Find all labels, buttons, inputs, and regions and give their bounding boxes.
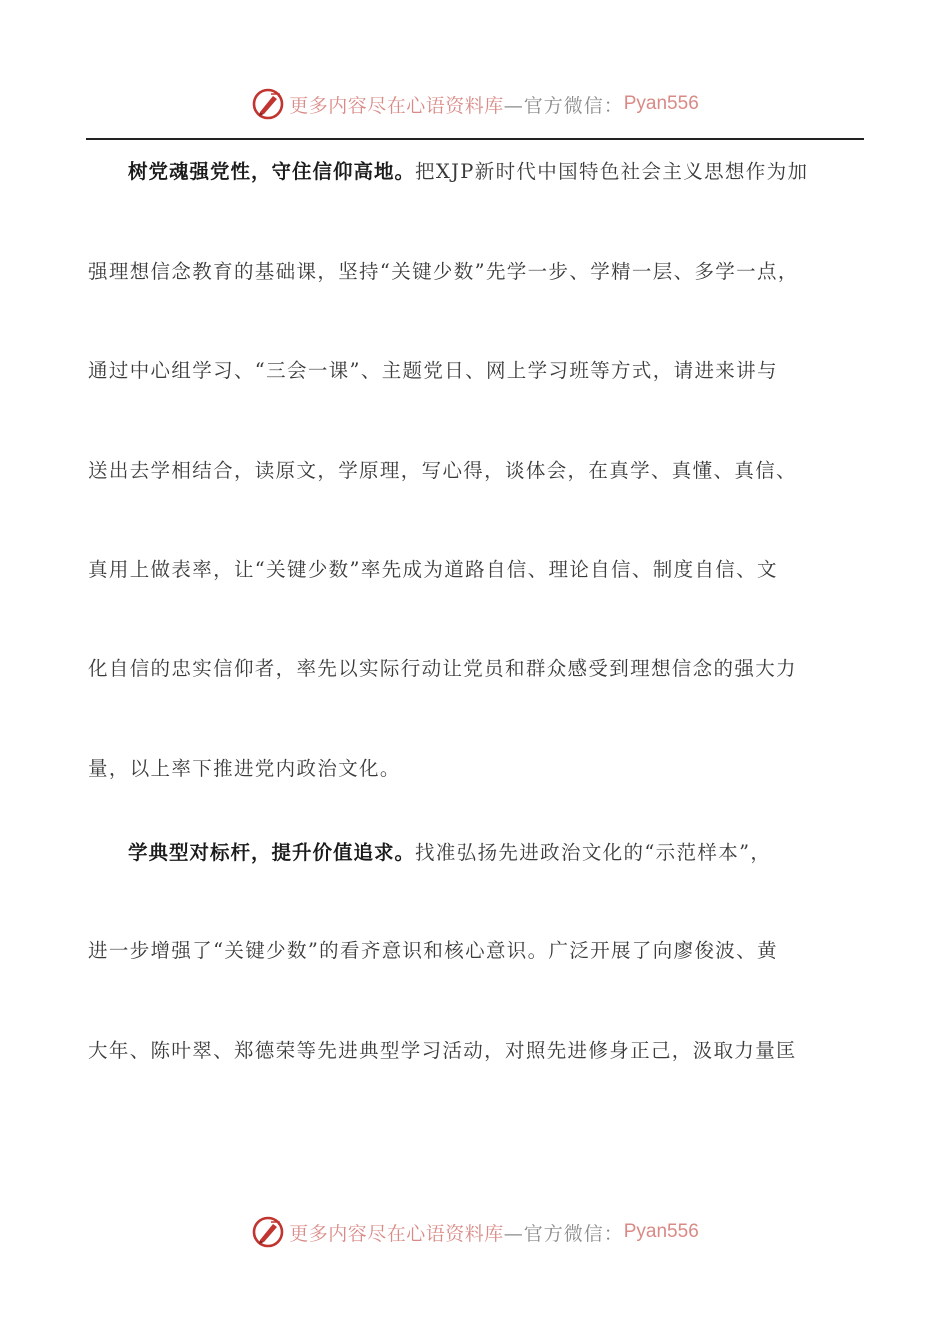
footer-official-label: —官方微信： <box>503 1222 624 1245</box>
paragraph-1-line: 通过中心组学习、“三会一课”、主题党日、网上学习班等方式，请进来讲与 <box>88 359 778 382</box>
header-brand-text: 更多内容尽在心语资料库 <box>289 94 504 117</box>
paragraph-1-lead: 树党魂强党性，守住信仰高地。 <box>128 160 416 183</box>
paragraph-2-first-rest: 找准弘扬先进政治文化的“示范样本”， <box>415 841 772 864</box>
footer-brand-text: 更多内容尽在心语资料库 <box>289 1222 504 1245</box>
footer-banner <box>0 1212 950 1252</box>
paragraph-1-line: 强理想信念教育的基础课，坚持“关键少数”先学一步、学精一层、多学一点， <box>88 260 799 283</box>
paragraph-1-line: 真用上做表率，让“关键少数”率先成为道路自信、理论自信、制度自信、文 <box>88 558 778 581</box>
footer-wechat-id: Pyan556 <box>623 1221 699 1242</box>
paragraph-1-line: 量，以上率下推进党内政治文化。 <box>88 757 401 780</box>
paragraph-2-lead: 学典型对标杆，提升价值追求。 <box>128 841 416 864</box>
pen-logo-icon <box>251 87 285 121</box>
paragraph-2-first-line <box>128 833 868 873</box>
header-divider <box>86 138 864 140</box>
paragraph-1-line: 送出去学相结合，读原文，学原理，写心得，谈体会，在真学、真懂、真信、 <box>88 459 797 482</box>
paragraph-1-first-rest: 把XJP新时代中国特色社会主义思想作为加 <box>415 160 809 183</box>
header-official-label: —官方微信： <box>503 94 624 117</box>
paragraph-2-line: 进一步增强了“关键少数”的看齐意识和核心意识。广泛开展了向廖俊波、黄 <box>88 939 778 962</box>
header-banner <box>0 84 950 124</box>
header-wechat-id: Pyan556 <box>623 93 699 114</box>
paragraph-1-first-line <box>128 152 868 192</box>
pen-logo-icon <box>251 1215 285 1249</box>
paragraph-1-line: 化自信的忠实信仰者，率先以实际行动让党员和群众感受到理想信念的强大力 <box>88 657 797 680</box>
paragraph-2-line: 大年、陈叶翠、郑德荣等先进典型学习活动，对照先进修身正己，汲取力量匡 <box>88 1039 797 1062</box>
